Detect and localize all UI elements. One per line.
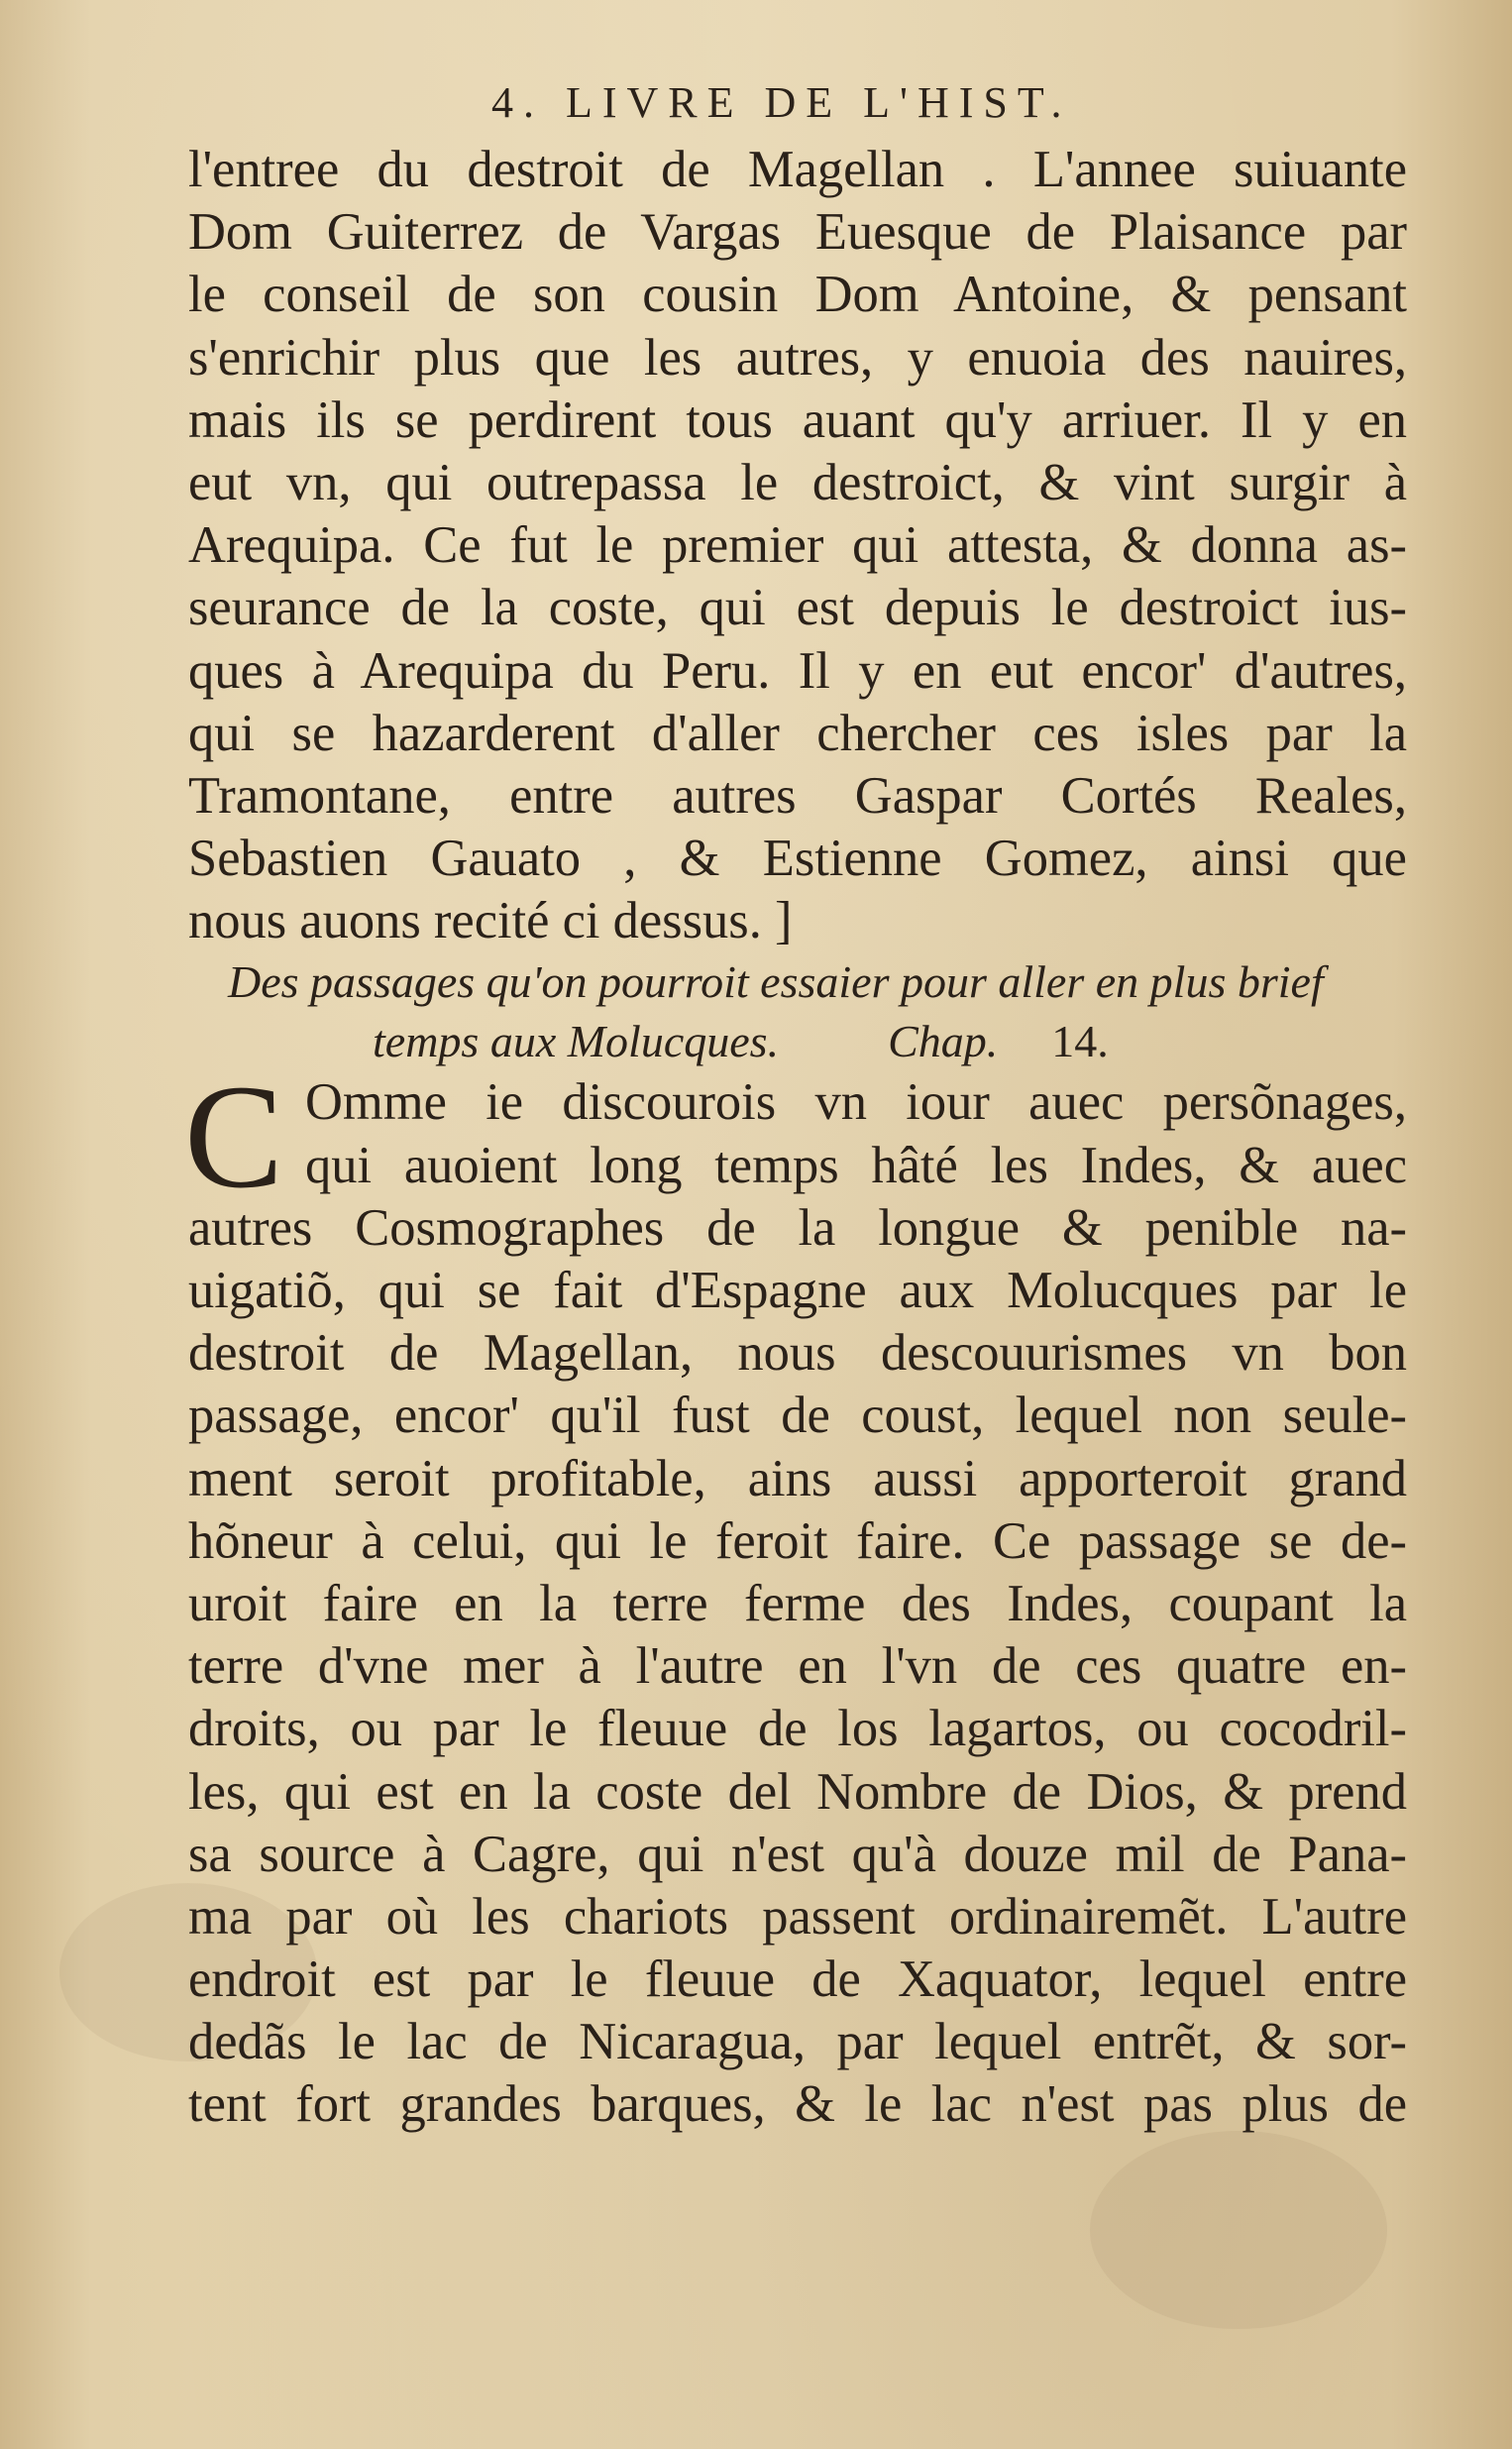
text-line: uroit faire en la terre ferme des Indes, coupant la bbox=[188, 1574, 1407, 1632]
text-line: uigatiõ, qui se fait d'Espagne aux Molucques par le bbox=[188, 1262, 1407, 1319]
text-line: les, qui est en la coste del Nombre de Dios, & prend bbox=[188, 1762, 1407, 1821]
text-line: ques à Arequipa du Peru. Il y en eut encor' d'autres, bbox=[188, 641, 1407, 700]
drop-cap: C bbox=[184, 1055, 284, 1220]
text-line: qui se hazarderent d'aller chercher ces isles par la bbox=[188, 704, 1407, 762]
text-line: terre d'vne mer à l'autre en l'vn de ces quatre en- bbox=[188, 1637, 1407, 1696]
text-line: ma par où les chariots passent ordinairemẽt. L'autre bbox=[188, 1887, 1407, 1946]
text-line: qui auoient long temps hâté les Indes, & auec bbox=[305, 1136, 1407, 1194]
text-line: ment seroit profitable, ains aussi apporteroit grand bbox=[188, 1449, 1407, 1507]
chapter-title-line-1: Des passages qu'on pourroit essaier pour aller en plus brief bbox=[228, 956, 1324, 1008]
text-line: nous auons recité ci dessus. ] bbox=[188, 892, 793, 950]
paragraph-2 bbox=[184, 1055, 1407, 2136]
text-line: Dom Guiterrez de Vargas Euesque de Plaisance par bbox=[188, 203, 1407, 262]
text-line: mais ils se perdirent tous auant qu'y arriuer. Il y en bbox=[188, 390, 1407, 449]
text-line: destroit de Magellan, nous descouurismes vn bon bbox=[188, 1324, 1407, 1383]
text-line: seurance de la coste, qui est depuis le destroict ius- bbox=[188, 579, 1407, 637]
text-line: tent fort grandes barques, & le lac n'est pas plus de bbox=[188, 2075, 1407, 2134]
chapter-heading bbox=[188, 952, 1407, 1071]
running-head-title: LIVRE DE L'HIST. bbox=[566, 78, 1072, 127]
text-line: l'entree du destroit de Magellan . L'annee suiuante bbox=[188, 141, 1407, 198]
text-line: passage, encor' qu'il fust de coust, lequel non seule- bbox=[188, 1387, 1407, 1445]
text-line: Sebastien Gauato , & Estienne Gomez, ainsi que bbox=[188, 830, 1407, 888]
chapter-title-line-2 bbox=[188, 1012, 1407, 1071]
paragraph-1 bbox=[188, 139, 1407, 952]
chapter-title-end: temps aux Molucques. bbox=[373, 1016, 780, 1067]
chapter-label: Chap. bbox=[888, 1016, 999, 1067]
body-text bbox=[184, 139, 1407, 2137]
running-head bbox=[491, 77, 1072, 128]
text-line: endroit est par le fleuue de Xaquator, lequel entre bbox=[188, 1950, 1407, 2009]
paper-stain bbox=[1090, 2131, 1387, 2329]
chapter-number: 14. bbox=[1051, 1016, 1109, 1067]
text-line: sa source à Cagre, qui n'est qu'à douze mil de Pana- bbox=[188, 1825, 1407, 1883]
text-line: autres Cosmographes de la longue & penible na- bbox=[188, 1198, 1407, 1257]
text-line: Tramontane, entre autres Gaspar Cortés Reales, bbox=[188, 766, 1407, 825]
text-line: hõneur à celui, qui le feroit faire. Ce passage se de- bbox=[188, 1511, 1407, 1570]
text-line: Omme ie discourois vn iour auec persõnages, bbox=[305, 1073, 1407, 1132]
text-line: le conseil de son cousin Dom Antoine, & pensant bbox=[188, 266, 1407, 324]
text-line: droits, ou par le fleuue de los lagartos, ou cocodril- bbox=[188, 1700, 1407, 1758]
text-line: Arequipa. Ce fut le premier qui attesta, & donna as- bbox=[188, 516, 1407, 575]
text-line: eut vn, qui outrepassa le destroict, & vint surgir à bbox=[188, 453, 1407, 511]
text-line: dedãs le lac de Nicaragua, par lequel entrẽt, & sor- bbox=[188, 2013, 1407, 2071]
text-line: s'enrichir plus que les autres, y enuoia des nauires, bbox=[188, 328, 1407, 387]
page-number: 4. bbox=[491, 78, 544, 127]
